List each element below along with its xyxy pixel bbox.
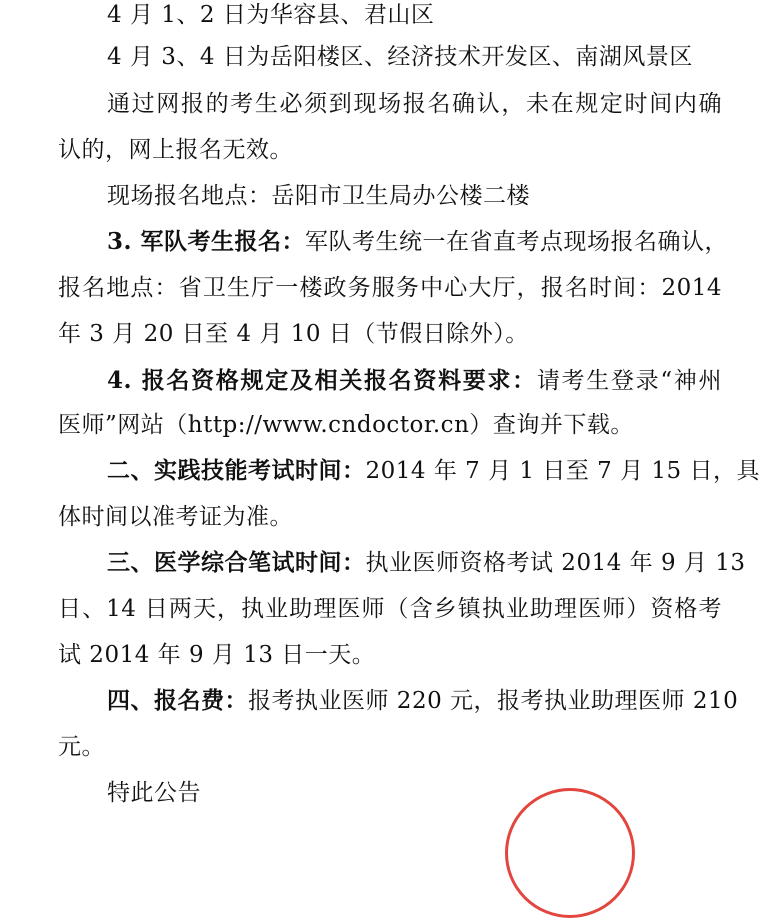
- text-line: [107, 366, 722, 396]
- line-text: 年 3 月 20 日至 4 月 10 日（节假日除外）。: [58, 321, 529, 347]
- text-line: [58, 135, 722, 165]
- text-line: [58, 594, 722, 624]
- line-text: 报名地点：省卫生厅一楼政务服务中心大厅，报名时间：2014: [58, 275, 722, 301]
- section-heading: 三、医学综合笔试时间：: [107, 549, 366, 576]
- line-text: 认的，网上报名无效。: [58, 137, 293, 163]
- text-line: [58, 273, 722, 303]
- text-line: [58, 410, 722, 440]
- line-text: 现场报名地点：岳阳市卫生局办公楼二楼: [107, 183, 530, 209]
- section-heading: 四、报名费：: [107, 687, 248, 714]
- text-line: [107, 89, 722, 119]
- line-text: 日、14 日两天，执业助理医师（含乡镇执业助理医师）资格考: [58, 596, 722, 622]
- line-text: 医师”网站（http://www.cndoctor.cn）查询并下载。: [58, 412, 634, 438]
- line-text: 体时间以准考证为准。: [58, 504, 293, 530]
- line-text: 报考执业医师 220 元，报考执业助理医师 210: [248, 688, 739, 714]
- section-heading: 4. 报名资格规定及相关报名资料要求：: [107, 367, 537, 394]
- line-text: 4 月 1、2 日为华容县、君山区: [107, 2, 435, 28]
- line-text: 试 2014 年 9 月 13 日一天。: [58, 642, 376, 668]
- text-line: [58, 732, 722, 762]
- text-line: [58, 640, 722, 670]
- text-line: [107, 686, 739, 716]
- line-text: 军队考生统一在省直考点现场报名确认，: [305, 229, 729, 255]
- line-text: 2014 年 7 月 1 日至 7 月 15 日，具: [365, 458, 760, 484]
- section-heading: 二、实践技能考试时间：: [107, 457, 366, 484]
- line-text: 4 月 3、4 日为岳阳楼区、经济技术开发区、南湖风景区: [107, 44, 693, 70]
- line-text: 请考生登录“神州: [536, 368, 722, 394]
- text-line: [58, 319, 722, 349]
- section-heading: 3. 军队考生报名：: [107, 228, 306, 255]
- line-text: 通过网报的考生必须到现场报名确认，未在规定时间内确: [107, 91, 722, 117]
- text-line: [107, 227, 729, 257]
- text-line: [107, 548, 746, 578]
- line-text: 执业医师资格考试 2014 年 9 月 13: [365, 550, 746, 576]
- text-line: [107, 456, 760, 486]
- line-text: 元。: [58, 734, 105, 760]
- text-line: [107, 181, 722, 211]
- text-line: [107, 42, 722, 72]
- text-line: [58, 502, 722, 532]
- line-text: 特此公告: [107, 780, 201, 806]
- text-line: [107, 778, 722, 808]
- text-line: [107, 0, 722, 30]
